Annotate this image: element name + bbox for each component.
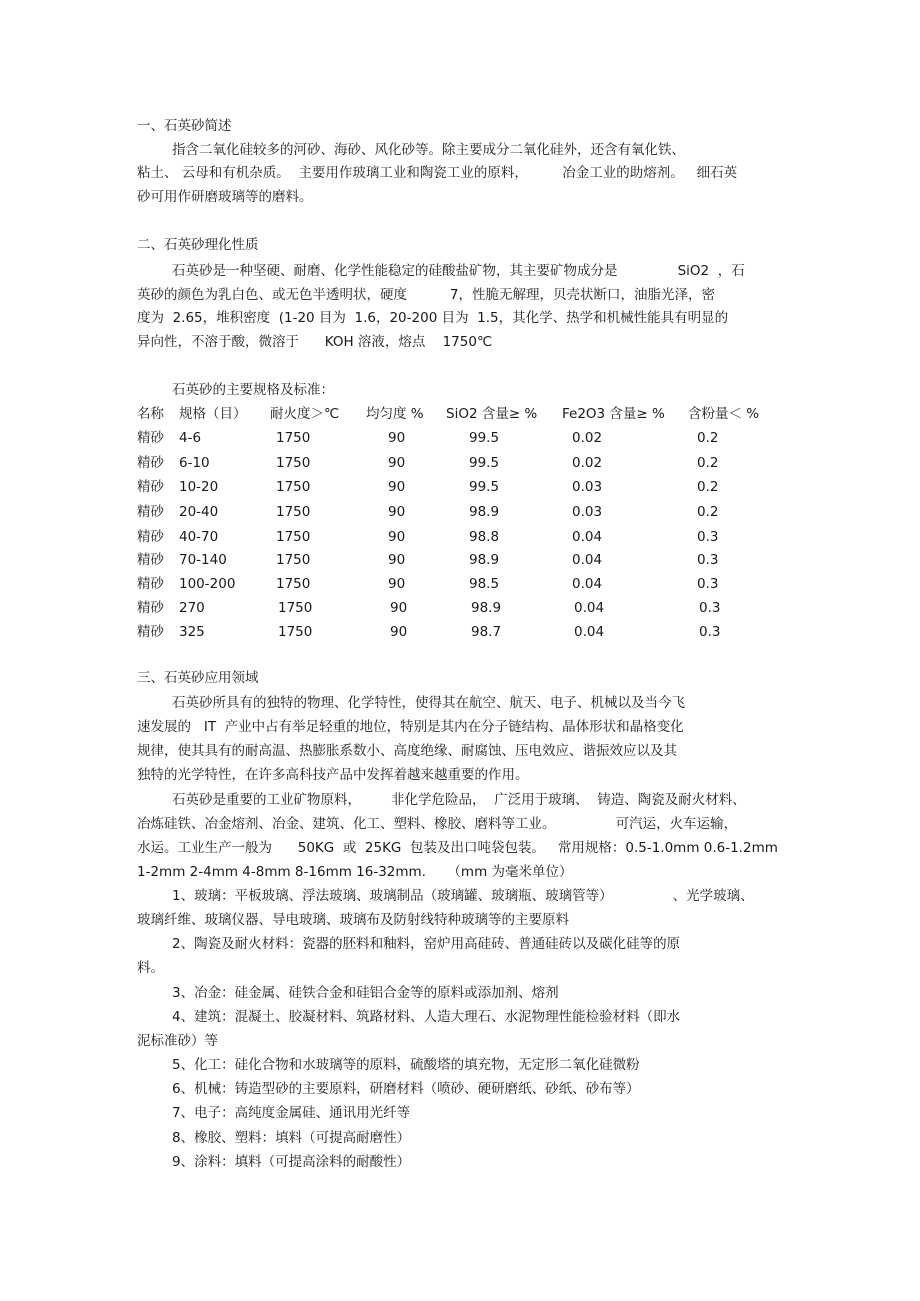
table-cell-uniformity: 90 — [388, 576, 406, 592]
table-cell-fe2o3: 0.04 — [574, 624, 605, 640]
table-cell-refractoriness: 1750 — [278, 624, 313, 640]
table-cell-refractoriness: 1750 — [276, 529, 311, 545]
section-2-heading: 二、石英砂理化性质 — [137, 237, 259, 253]
section-1-line-1: 指含二氧化硅较多的河砂、海砂、风化砂等。除主要成分二氧化硅外，还含有氧化铁、 — [172, 142, 685, 158]
table-cell-uniformity: 90 — [388, 529, 406, 545]
use-item-ceramics-cont: 料。 — [137, 960, 164, 976]
table-cell-name: 精砂 — [137, 576, 164, 592]
table-cell-spec: 100-200 — [179, 576, 236, 592]
table-cell-refractoriness: 1750 — [276, 576, 311, 592]
table-cell-uniformity: 90 — [388, 504, 406, 520]
section-1-heading: 一、石英砂简述 — [137, 118, 232, 134]
table-cell-name: 精砂 — [137, 455, 164, 471]
table-cell-name: 精砂 — [137, 430, 164, 446]
table-header-uniformity: 均匀度 % — [366, 406, 424, 422]
table-cell-spec: 70-140 — [179, 552, 227, 568]
use-item-glass: 1、玻璃：平板玻璃、浮法玻璃、玻璃制品（玻璃罐、玻璃瓶、玻璃管等） 、光学玻璃、 — [172, 888, 754, 904]
section-3-p1-line-2: 速发展的 IT 产业中占有举足轻重的地位，特别是其内在分子链结构、晶体形状和晶格变化 — [137, 719, 684, 735]
table-cell-fe2o3: 0.04 — [572, 552, 603, 568]
table-cell-fe2o3: 0.04 — [572, 529, 603, 545]
use-item-chemical: 5、化工：硅化合物和水玻璃等的原料，硫酸塔的填充物，无定形二氧化硅微粉 — [172, 1057, 640, 1073]
table-cell-fe2o3: 0.04 — [572, 576, 603, 592]
section-3-p2-line-4: 1-2mm 2-4mm 4-8mm 8-16mm 16-32mm. （mm 为毫米单位） — [137, 864, 573, 880]
table-cell-refractoriness: 1750 — [276, 430, 311, 446]
table-cell-powder: 0.2 — [697, 504, 719, 520]
table-header-name: 名称 — [137, 406, 164, 422]
table-cell-name: 精砂 — [137, 529, 164, 545]
table-cell-powder: 0.3 — [699, 600, 721, 616]
section-2-line-4: 异向性，不溶于酸，微溶于 KOH 溶液，熔点 1750℃ — [137, 334, 493, 350]
table-caption: 石英砂的主要规格及标准： — [172, 382, 334, 398]
table-cell-sio2: 98.8 — [469, 529, 500, 545]
table-cell-fe2o3: 0.03 — [572, 479, 603, 495]
table-header-refractoriness: 耐火度＞℃ — [270, 406, 340, 422]
table-cell-sio2: 98.5 — [469, 576, 500, 592]
section-3-p1-line-1: 石英砂所具有的独特的物理、化学特性，使得其在航空、航天、电子、机械以及当今飞 — [172, 695, 685, 711]
table-cell-name: 精砂 — [137, 479, 164, 495]
table-cell-powder: 0.2 — [697, 430, 719, 446]
section-3-heading: 三、石英砂应用领域 — [137, 670, 259, 686]
table-cell-fe2o3: 0.03 — [572, 504, 603, 520]
table-cell-name: 精砂 — [137, 600, 164, 616]
use-item-metallurgy: 3、冶金：硅金属、硅铁合金和硅铝合金等的原料或添加剂、熔剂 — [172, 985, 559, 1001]
table-cell-uniformity: 90 — [390, 600, 408, 616]
table-cell-fe2o3: 0.04 — [574, 600, 605, 616]
table-header-spec: 规格（目） — [179, 406, 247, 422]
table-cell-spec: 10-20 — [179, 479, 219, 495]
section-3-p1-line-3: 规律，使其具有的耐高温、热膨胀系数小、高度绝缘、耐腐蚀、压电效应、谐振效应以及其 — [137, 743, 677, 759]
table-cell-name: 精砂 — [137, 624, 164, 640]
table-cell-sio2: 99.5 — [469, 479, 500, 495]
section-3-p2-line-3: 水运。工业生产一般为 50KG 或 25KG 包装及出口吨袋包装。 常用规格：0.5-1.0mm 0.6-1.2mm — [137, 840, 778, 856]
table-cell-sio2: 98.9 — [469, 504, 500, 520]
table-header-sio2: SiO2 含量≥ % — [446, 406, 538, 422]
use-item-glass-cont: 玻璃纤维、玻璃仪器、导电玻璃、玻璃布及防射线特种玻璃等的主要原料 — [137, 912, 569, 928]
section-1-line-3: 砂可用作研磨玻璃等的磨料。 — [137, 189, 313, 205]
section-2-line-2: 英砂的颜色为乳白色、或无色半透明状，硬度 7，性脆无解理，贝壳状断口，油脂光泽，密 — [137, 287, 716, 303]
use-item-electronics: 7、电子：高纯度金属硅、通讯用光纤等 — [172, 1105, 411, 1121]
use-item-coatings: 9、涂料：填料（可提高涂料的耐酸性） — [172, 1154, 411, 1170]
table-cell-sio2: 99.5 — [469, 455, 500, 471]
section-2-line-3: 度为 2.65，堆积密度 (1-20 目为 1.6，20-200 目为 1.5，其化学、热学和机械性能具有明显的 — [137, 310, 729, 326]
table-cell-sio2: 98.9 — [471, 600, 502, 616]
section-1-line-2: 粘土、 云母和有机杂质。 主要用作玻璃工业和陶瓷工业的原料， 冶金工业的助熔剂。 细石英 — [137, 165, 738, 181]
table-cell-sio2: 99.5 — [469, 430, 500, 446]
table-cell-powder: 0.2 — [697, 479, 719, 495]
table-cell-spec: 40-70 — [179, 529, 219, 545]
table-cell-sio2: 98.9 — [469, 552, 500, 568]
table-cell-uniformity: 90 — [390, 624, 408, 640]
use-item-construction: 4、建筑：混凝土、胶凝材料、筑路材料、人造大理石、水泥物理性能检验材料（即水 — [172, 1009, 681, 1025]
table-cell-refractoriness: 1750 — [276, 479, 311, 495]
section-3-p2-line-2: 冶炼硅铁、冶金熔剂、冶金、建筑、化工、塑料、橡胶、磨料等工业。 可汽运，火车运输， — [137, 816, 738, 832]
table-cell-name: 精砂 — [137, 552, 164, 568]
section-2-line-1: 石英砂是一种坚硬、耐磨、化学性能稳定的硅酸盐矿物，其主要矿物成分是 SiO2 ，石 — [172, 263, 745, 279]
table-cell-powder: 0.3 — [697, 576, 719, 592]
table-cell-spec: 325 — [179, 624, 205, 640]
table-cell-name: 精砂 — [137, 504, 164, 520]
table-cell-powder: 0.3 — [697, 552, 719, 568]
table-cell-fe2o3: 0.02 — [572, 430, 603, 446]
table-cell-spec: 4-6 — [179, 430, 202, 446]
table-cell-refractoriness: 1750 — [276, 504, 311, 520]
table-cell-powder: 0.2 — [697, 455, 719, 471]
section-3-p1-line-4: 独特的光学特性，在许多高科技产品中发挥着越来越重要的作用。 — [137, 767, 529, 783]
table-cell-refractoriness: 1750 — [276, 552, 311, 568]
table-header-powder: 含粉量＜ % — [688, 406, 760, 422]
use-item-ceramics: 2、陶瓷及耐火材料：瓷器的胚料和釉料，窑炉用高硅砖、普通硅砖以及碳化硅等的原 — [172, 936, 681, 952]
table-header-fe2o3: Fe2O3 含量≥ % — [562, 406, 665, 422]
use-item-construction-cont: 泥标准砂）等 — [137, 1033, 218, 1049]
table-cell-spec: 270 — [179, 600, 205, 616]
table-cell-uniformity: 90 — [388, 455, 406, 471]
table-cell-powder: 0.3 — [697, 529, 719, 545]
table-cell-spec: 6-10 — [179, 455, 210, 471]
table-cell-uniformity: 90 — [388, 430, 406, 446]
section-3-p2-line-1: 石英砂是重要的工业矿物原料， 非化学危险品， 广泛用于玻璃、 铸造、陶瓷及耐火材料、 — [172, 792, 746, 808]
table-cell-sio2: 98.7 — [471, 624, 502, 640]
table-cell-refractoriness: 1750 — [276, 455, 311, 471]
use-item-rubber-plastic: 8、橡胶、塑料：填料（可提高耐磨性） — [172, 1130, 411, 1146]
table-cell-spec: 20-40 — [179, 504, 219, 520]
table-cell-refractoriness: 1750 — [278, 600, 313, 616]
table-cell-uniformity: 90 — [388, 479, 406, 495]
table-cell-powder: 0.3 — [699, 624, 721, 640]
use-item-machinery: 6、机械：铸造型砂的主要原料，研磨材料（喷砂、硬研磨纸、砂纸、砂布等） — [172, 1081, 640, 1097]
table-cell-fe2o3: 0.02 — [572, 455, 603, 471]
table-cell-uniformity: 90 — [388, 552, 406, 568]
